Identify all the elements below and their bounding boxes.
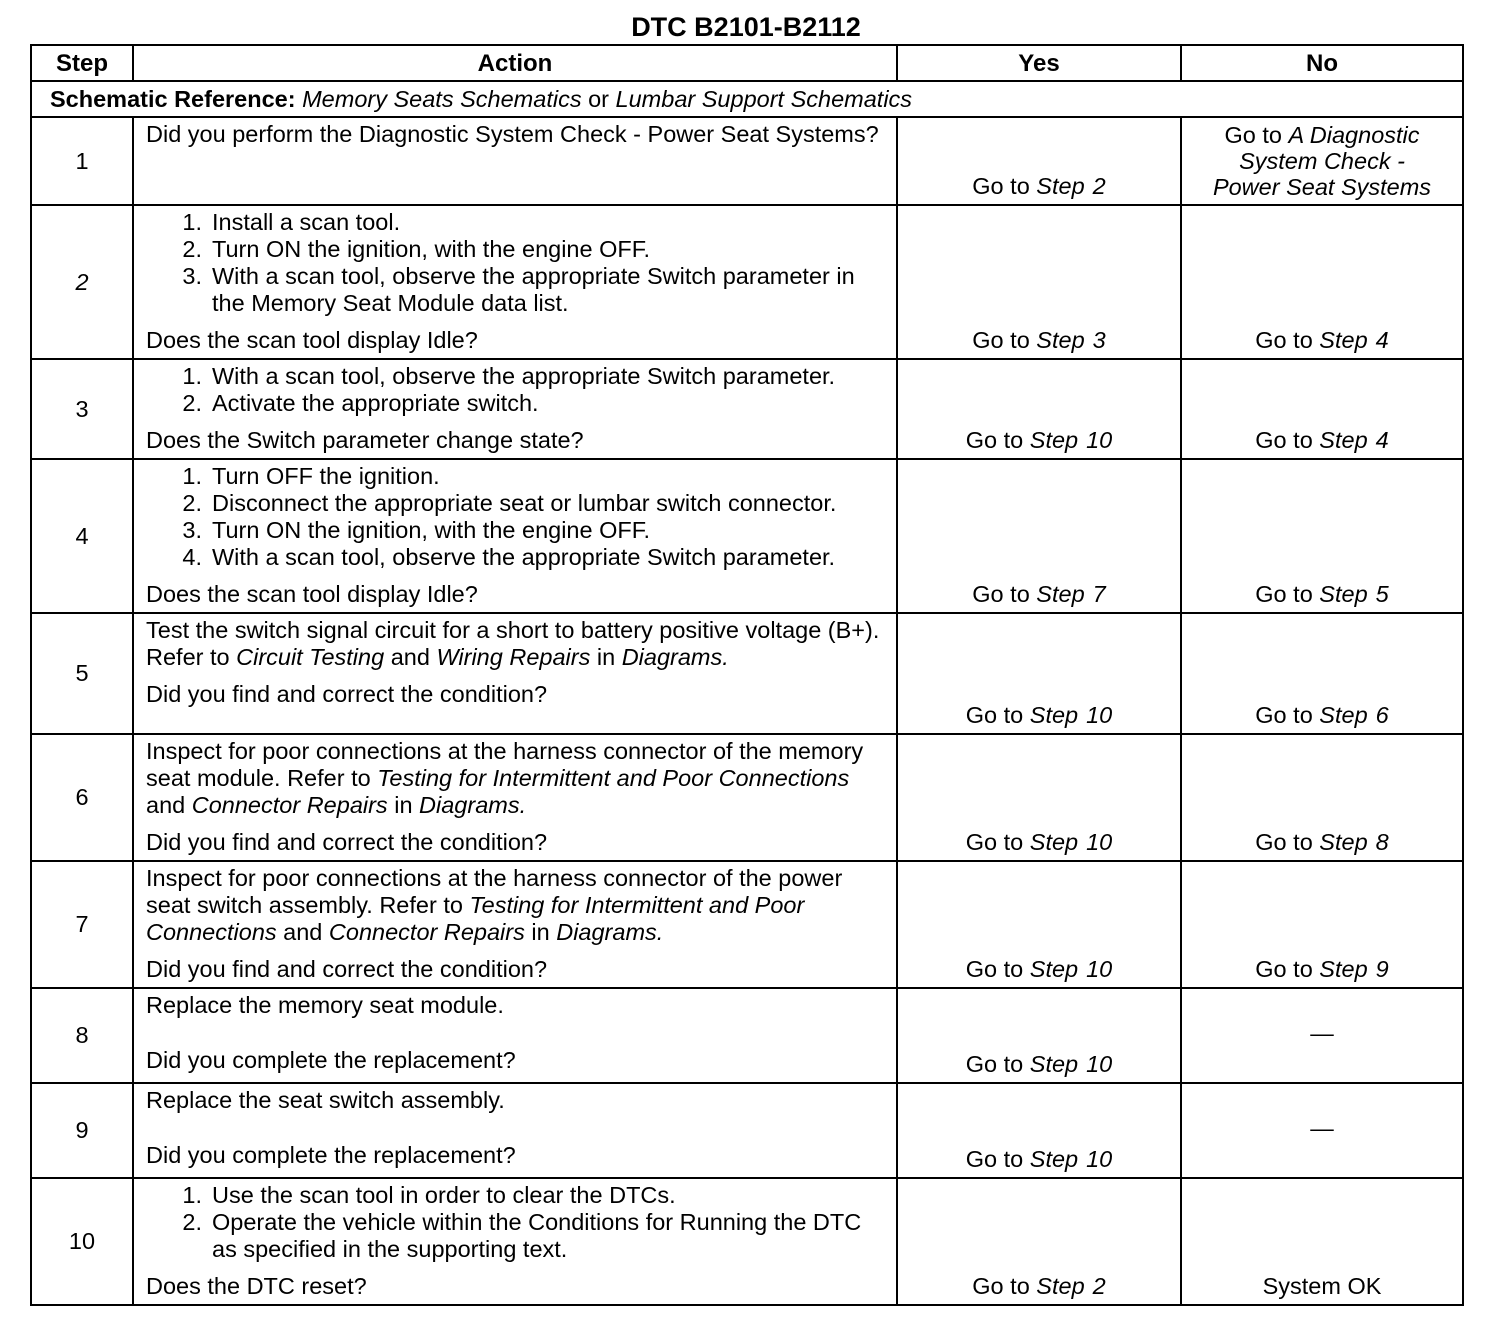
list-item: 1. Turn OFF the ignition. <box>182 463 440 489</box>
table-row <box>31 1178 1463 1305</box>
ref-diagrams: Diagrams <box>419 792 520 818</box>
action-question: Does the scan tool display Idle? <box>146 581 478 607</box>
ref-connector-repairs: Connector Repairs <box>191 792 388 818</box>
list-item: 1. Use the scan tool in order to clear the DTCs. <box>182 1182 676 1208</box>
ref-wiring-repairs: Wiring Repairs <box>436 644 591 670</box>
no-dash: — <box>1310 1020 1334 1046</box>
action-list <box>146 363 886 417</box>
list-item: 4. With a scan tool, observe the appropriate Switch parameter. <box>182 544 836 570</box>
table-row <box>31 117 1463 205</box>
schematic-ref-memory: Memory Seats Schematics <box>302 85 582 112</box>
action-paragraph: Inspect for poor connections at the harness connector of the power seat switch assembly. Refer to Testing for Intermittent and Poor Connections and Connector Repairs in Diagrams. <box>146 865 843 945</box>
ref-testing-intermittent: Testing for Intermittent and Poor Connections <box>377 765 850 791</box>
step-number: 8 <box>31 988 133 1083</box>
table-row <box>31 1083 1463 1178</box>
header-step: Step <box>31 45 133 81</box>
action-question: Did you complete the replacement? <box>146 1047 516 1073</box>
table-row <box>31 205 1463 359</box>
no-cell: Go to Step 4 <box>1181 359 1463 459</box>
list-item: 1. With a scan tool, observe the appropriate Switch parameter. <box>182 363 836 389</box>
yes-cell: Go to Step 7 <box>897 459 1181 613</box>
ref-diagrams: Diagrams <box>556 919 657 945</box>
yes-step-number: 10 <box>1086 1051 1113 1077</box>
list-item: 1. Install a scan tool. <box>182 209 401 235</box>
ref-diagrams: Diagrams <box>621 644 723 670</box>
no-cell: Go to Step 5 <box>1181 459 1463 613</box>
action-text: Replace the memory seat module. <box>146 992 504 1018</box>
schematic-ref-lumbar: Lumbar Support Schematics <box>615 85 913 112</box>
list-item: 2. Operate the vehicle within the Conditions for Running the DTC as specified in the supporting text. <box>182 1209 862 1262</box>
no-cell: Go to Step 8 <box>1181 734 1463 861</box>
yes-cell: Go to Step 10 <box>897 988 1181 1083</box>
no-step-number: 4 <box>1375 427 1389 453</box>
list-item: 2. Activate the appropriate switch. <box>182 390 539 416</box>
action-cell <box>133 613 897 734</box>
yes-step-number: 10 <box>1086 829 1113 855</box>
step-number: 4 <box>31 459 133 613</box>
step-number: 6 <box>31 734 133 861</box>
system-ok-text: System OK <box>1262 1273 1382 1299</box>
yes-cell: Go to Step 2 <box>897 1178 1181 1305</box>
ref-testing-intermittent: Testing for Intermittent and Poor Connections <box>146 892 805 945</box>
diagnostic-table <box>30 44 1464 1306</box>
action-question: Did you find and correct the condition? <box>146 956 548 982</box>
yes-step-number: 2 <box>1092 173 1106 199</box>
yes-cell: Go to Step 10 <box>897 861 1181 988</box>
step-number: 7 <box>31 861 133 988</box>
yes-cell <box>897 117 1181 205</box>
action-cell <box>133 117 897 205</box>
action-question: Does the DTC reset? <box>146 1273 367 1299</box>
yes-cell: Go to Step 10 <box>897 359 1181 459</box>
table-row <box>31 613 1463 734</box>
ref-circuit-testing: Circuit Testing <box>236 644 385 670</box>
no-step-number: 4 <box>1375 327 1389 353</box>
no-step-number: 6 <box>1375 702 1389 728</box>
action-cell <box>133 205 897 359</box>
action-question: Did you find and correct the condition? <box>146 829 548 855</box>
action-cell <box>133 861 897 988</box>
action-list <box>146 1182 886 1263</box>
no-step-number: 8 <box>1375 829 1389 855</box>
list-item: 3. With a scan tool, observe the appropriate Switch parameter in the Memory Seat Module data list. <box>182 263 855 316</box>
schematic-reference-row <box>31 81 1463 117</box>
schematic-conj: or <box>588 85 610 112</box>
no-step-number: 5 <box>1375 581 1389 607</box>
table-row <box>31 861 1463 988</box>
no-ref-line1: A Diagnostic <box>1288 122 1420 148</box>
table-row <box>31 988 1463 1083</box>
action-cell <box>133 1083 897 1178</box>
yes-step-number: 3 <box>1092 327 1106 353</box>
ref-connector-repairs: Connector Repairs <box>328 919 525 945</box>
action-cell <box>133 988 897 1083</box>
list-item: 2. Disconnect the appropriate seat or lumbar switch connector. <box>182 490 837 516</box>
action-question: Did you find and correct the condition? <box>146 681 548 707</box>
schematic-reference <box>31 81 1463 117</box>
step-number: 5 <box>31 613 133 734</box>
no-cell <box>1181 1083 1463 1178</box>
step-number: 10 <box>31 1178 133 1305</box>
header-row <box>31 45 1463 81</box>
yes-cell: Go to Step 10 <box>897 613 1181 734</box>
no-ref-line3: Power Seat Systems <box>1212 174 1432 200</box>
action-paragraph: Test the switch signal circuit for a short to battery positive voltage (B+). Refer to Circuit Testing and Wiring Repairs in Diagrams. <box>146 617 880 670</box>
step-number: 3 <box>31 359 133 459</box>
step-number: 9 <box>31 1083 133 1178</box>
table-row <box>31 734 1463 861</box>
no-cell <box>1181 988 1463 1083</box>
action-question: Did you complete the replacement? <box>146 1142 516 1168</box>
schematic-label: Schematic Reference: <box>50 85 296 112</box>
table-row <box>31 459 1463 613</box>
action-question: Does the Switch parameter change state? <box>146 427 584 453</box>
no-cell <box>1181 117 1463 205</box>
action-cell <box>133 1178 897 1305</box>
action-cell <box>133 459 897 613</box>
action-paragraph: Inspect for poor connections at the harness connector of the memory seat module. Refer to Testing for Intermittent and Poor Connections and Connector Repairs in Diagrams. <box>146 738 864 818</box>
no-dash: — <box>1310 1115 1334 1141</box>
yes-step-number: 10 <box>1086 427 1113 453</box>
action-cell <box>133 359 897 459</box>
no-cell <box>1181 1178 1463 1305</box>
yes-step-number: 10 <box>1086 956 1113 982</box>
action-cell <box>133 734 897 861</box>
yes-cell: Go to Step 10 <box>897 734 1181 861</box>
action-question: Does the scan tool display Idle? <box>146 327 478 353</box>
goto-label: Go to <box>1224 122 1282 148</box>
yes-step-number: 7 <box>1092 581 1106 607</box>
table-row <box>31 359 1463 459</box>
header-action: Action <box>133 45 897 81</box>
action-list <box>146 463 886 571</box>
step-number: 2 <box>31 205 133 359</box>
no-ref-line2: System Check - <box>1239 148 1405 174</box>
no-cell: Go to Step 4 <box>1181 205 1463 359</box>
no-step-number: 9 <box>1375 956 1389 982</box>
action-list <box>146 209 886 317</box>
yes-step-number: 2 <box>1092 1273 1106 1299</box>
header-yes: Yes <box>897 45 1181 81</box>
list-item: 2. Turn ON the ignition, with the engine OFF. <box>182 236 651 262</box>
action-text: Replace the seat switch assembly. <box>146 1087 505 1113</box>
no-cell: Go to Step 6 <box>1181 613 1463 734</box>
yes-cell: Go to Step 3 <box>897 205 1181 359</box>
yes-cell: Go to Step 10 <box>897 1083 1181 1178</box>
header-no: No <box>1181 45 1463 81</box>
step-word: Step <box>1036 173 1085 199</box>
page-title: DTC B2101-B2112 <box>631 12 861 42</box>
yes-step-number: 10 <box>1086 702 1113 728</box>
action-text: Did you perform the Diagnostic System Check - Power Seat Systems? <box>146 121 879 147</box>
yes-step-number: 10 <box>1086 1146 1113 1172</box>
step-number: 1 <box>31 117 133 205</box>
goto-label: Go to <box>972 173 1030 199</box>
no-cell: Go to Step 9 <box>1181 861 1463 988</box>
list-item: 3. Turn ON the ignition, with the engine OFF. <box>182 517 651 543</box>
